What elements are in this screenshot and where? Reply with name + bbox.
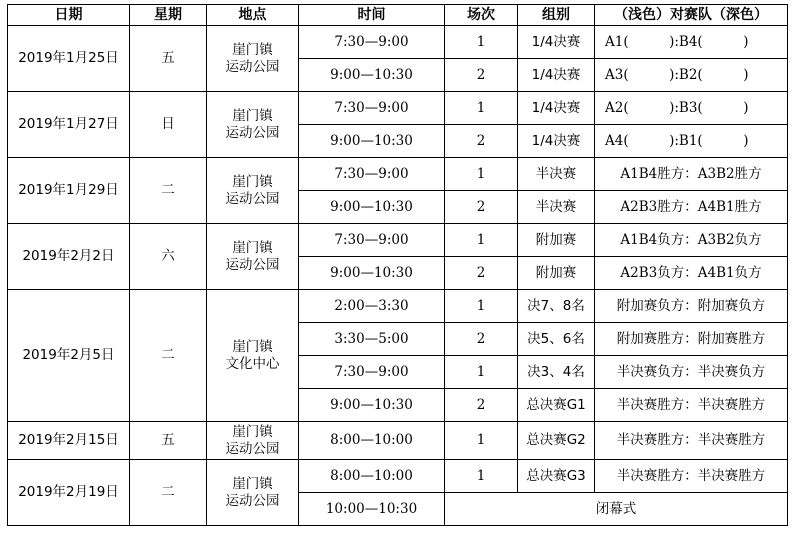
session-cell: 1 [445, 422, 518, 460]
session-cell: 2 [445, 389, 518, 422]
location-cell [207, 422, 299, 460]
location-line: 崖门镇 [232, 41, 273, 58]
matchup-cell: A2B3负方：A4B1负方 [595, 257, 788, 290]
session-cell: 2 [445, 257, 518, 290]
session-cell: 1 [445, 158, 518, 191]
location-cell [207, 92, 299, 158]
matchup-cell: A1B4胜方：A3B2胜方 [595, 158, 788, 191]
date-cell: 2019年1月27日 [8, 92, 130, 158]
date-cell: 2019年2月15日 [8, 422, 130, 460]
location-line: 运动公园 [225, 256, 280, 273]
weekday-cell: 二 [130, 460, 207, 526]
group-cell: 决5、6名 [518, 323, 595, 356]
time-cell: 9:00—10:30 [299, 389, 445, 422]
group-cell: 附加赛 [518, 257, 595, 290]
session-cell: 2 [445, 125, 518, 158]
location-line: 崖门镇 [232, 239, 273, 256]
weekday-cell: 六 [130, 224, 207, 290]
location-line: 运动公园 [225, 124, 280, 141]
time-cell: 9:00—10:30 [299, 125, 445, 158]
session-cell: 1 [445, 92, 518, 125]
weekday-cell: 五 [130, 26, 207, 92]
group-cell: 半决赛 [518, 191, 595, 224]
header-weekday: 星期 [130, 5, 207, 26]
table-row [8, 290, 788, 323]
table-row [8, 422, 788, 460]
group-cell: 1/4决赛 [518, 59, 595, 92]
location-cell [207, 460, 299, 526]
time-cell: 9:00—10:30 [299, 191, 445, 224]
location-line: 运动公园 [225, 190, 280, 207]
group-cell: 决7、8名 [518, 290, 595, 323]
group-cell: 总决赛G2 [518, 422, 595, 460]
header-time: 时间 [299, 5, 445, 26]
date-cell: 2019年2月19日 [8, 460, 130, 526]
time-cell: 8:00—10:00 [299, 460, 445, 493]
table-row [8, 26, 788, 59]
session-cell: 1 [445, 26, 518, 59]
table-row [8, 460, 788, 493]
matchup-cell: 附加赛胜方：附加赛胜方 [595, 323, 788, 356]
weekday-cell: 五 [130, 422, 207, 460]
schedule-table [7, 4, 788, 526]
location-cell [207, 158, 299, 224]
session-cell: 1 [445, 460, 518, 493]
location-line: 崖门镇 [232, 338, 273, 355]
matchup-cell: 半决赛胜方：半决赛胜方 [595, 389, 788, 422]
group-cell: 1/4决赛 [518, 26, 595, 59]
header-location: 地点 [207, 5, 299, 26]
matchup-cell: 半决赛胜方：半决赛胜方 [595, 460, 788, 493]
group-cell: 1/4决赛 [518, 92, 595, 125]
group-cell: 1/4决赛 [518, 125, 595, 158]
session-cell: 1 [445, 224, 518, 257]
location-cell [207, 224, 299, 290]
location-line: 运动公园 [225, 58, 280, 75]
session-cell: 2 [445, 323, 518, 356]
time-cell: 2:00—3:30 [299, 290, 445, 323]
table-row [8, 92, 788, 125]
header-group: 组别 [518, 5, 595, 26]
session-cell: 2 [445, 191, 518, 224]
weekday-cell: 二 [130, 290, 207, 422]
matchup-cell: 半决赛胜方：半决赛胜方 [595, 422, 788, 460]
time-cell: 3:30—5:00 [299, 323, 445, 356]
matchup-cell: A1B4负方：A3B2负方 [595, 224, 788, 257]
header-session: 场次 [445, 5, 518, 26]
header-matchup: （浅色）对赛队（深色） [595, 5, 788, 26]
matchup-cell: A3( ):B2( ) [595, 59, 788, 92]
group-cell: 附加赛 [518, 224, 595, 257]
location-line: 运动公园 [225, 492, 280, 509]
date-cell: 2019年1月29日 [8, 158, 130, 224]
group-cell: 半决赛 [518, 158, 595, 191]
location-line: 文化中心 [225, 355, 280, 372]
location-line: 运动公园 [225, 440, 280, 457]
time-cell: 9:00—10:30 [299, 59, 445, 92]
matchup-cell: A1( ):B4( ) [595, 26, 788, 59]
session-cell: 1 [445, 290, 518, 323]
location-cell [207, 26, 299, 92]
location-cell [207, 290, 299, 422]
time-cell: 7:30—9:00 [299, 224, 445, 257]
matchup-cell: A2B3胜方：A4B1胜方 [595, 191, 788, 224]
time-cell: 7:30—9:00 [299, 26, 445, 59]
table-row [8, 224, 788, 257]
matchup-cell: A2( ):B3( ) [595, 92, 788, 125]
closing-ceremony-cell: 闭幕式 [445, 493, 788, 526]
location-line: 崖门镇 [232, 173, 273, 190]
time-cell: 7:30—9:00 [299, 92, 445, 125]
matchup-cell: 附加赛负方：附加赛负方 [595, 290, 788, 323]
time-cell: 9:00—10:30 [299, 257, 445, 290]
group-cell: 总决赛G1 [518, 389, 595, 422]
date-cell: 2019年2月5日 [8, 290, 130, 422]
weekday-cell: 日 [130, 92, 207, 158]
session-cell: 2 [445, 59, 518, 92]
time-cell: 8:00—10:00 [299, 422, 445, 460]
time-cell: 10:00—10:30 [299, 493, 445, 526]
matchup-cell: 半决赛负方：半决赛负方 [595, 356, 788, 389]
session-cell: 1 [445, 356, 518, 389]
group-cell: 总决赛G3 [518, 460, 595, 493]
matchup-cell: A4( ):B1( ) [595, 125, 788, 158]
header-row [8, 5, 788, 26]
location-line: 崖门镇 [232, 107, 273, 124]
group-cell: 决3、4名 [518, 356, 595, 389]
weekday-cell: 二 [130, 158, 207, 224]
header-date: 日期 [8, 5, 130, 26]
table-row [8, 158, 788, 191]
time-cell: 7:30—9:00 [299, 158, 445, 191]
time-cell: 7:30—9:00 [299, 356, 445, 389]
location-line: 崖门镇 [232, 423, 273, 440]
location-line: 崖门镇 [232, 475, 273, 492]
date-cell: 2019年2月2日 [8, 224, 130, 290]
date-cell: 2019年1月25日 [8, 26, 130, 92]
